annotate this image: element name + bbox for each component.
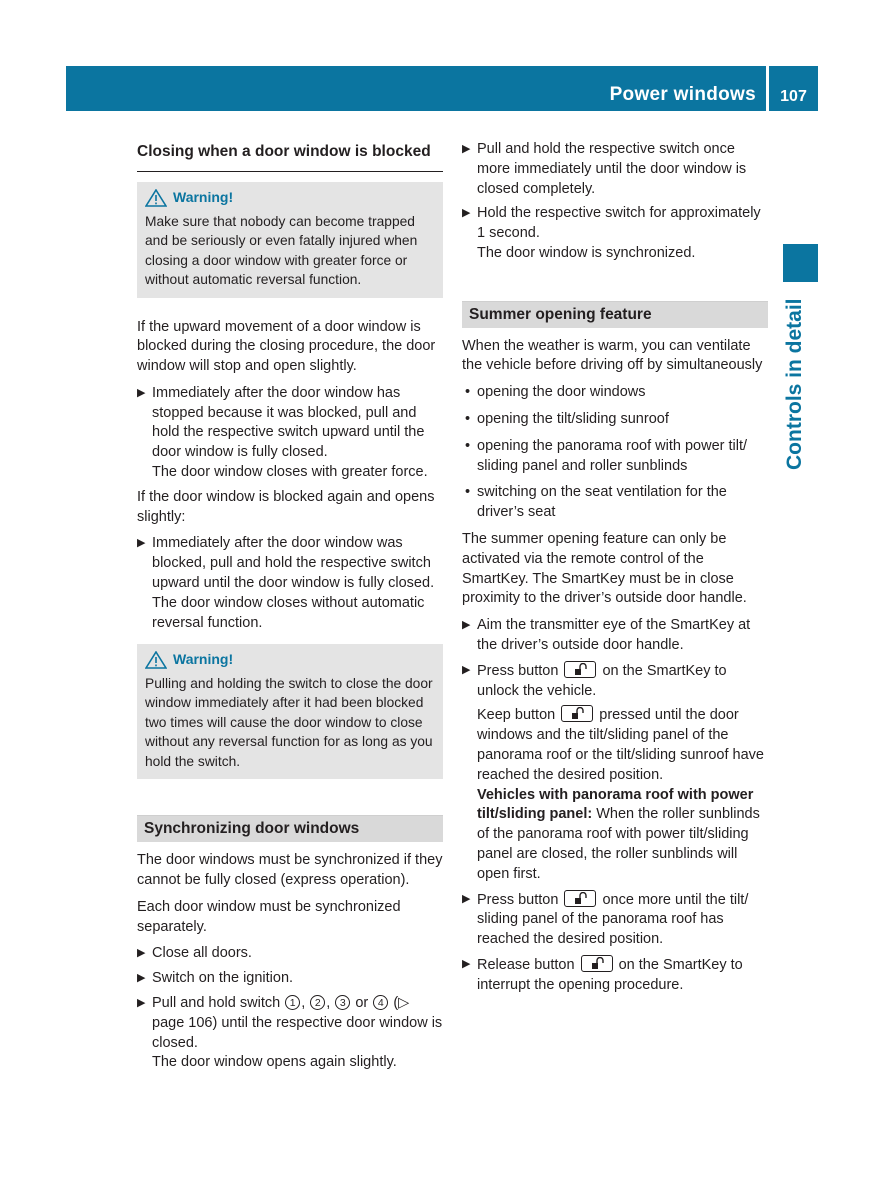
warning-box (137, 644, 443, 779)
step-text (477, 661, 768, 702)
switch-2-marker: 2 (310, 995, 325, 1010)
paragraph: If the door window is blocked again and opens slightly: (137, 488, 435, 525)
warning-title-text: Warning! (173, 651, 234, 668)
instruction-step (462, 890, 768, 950)
step-result: The door window is synchronized. (477, 244, 696, 261)
section-heading-summer: Summer opening feature (462, 301, 768, 328)
instruction-step (137, 384, 443, 483)
side-tab-marker (783, 244, 818, 282)
left-column (137, 140, 443, 1078)
step-arrow-icon: ▶ (137, 997, 146, 1010)
paragraph: When the weather is warm, you can ventilate the vehicle before driving off by simultaneously (462, 337, 763, 374)
right-column (462, 140, 768, 1000)
bullet-icon: • (465, 384, 471, 401)
warning-text: Pulling and holding the switch to close the door window immediately after it had been blocked two times will cause the door window to close without any reversal function for as long as you hold the switch. (145, 675, 433, 769)
bullet-icon: • (465, 410, 471, 427)
list-item (462, 383, 768, 403)
list-item-text: opening the door windows (477, 384, 646, 401)
section-heading-synchronizing: Synchronizing door windows (137, 815, 443, 842)
warning-title-text: Warning! (173, 189, 234, 205)
step-text-part: once more until the tilt/ sliding panel of the panorama roof has reached the desired position. (477, 891, 749, 948)
switch-3-marker: 3 (335, 995, 350, 1010)
step-text: Aim the transmitter eye of the SmartKey at the driver’s outside door handle. (477, 617, 751, 653)
warning-title (145, 188, 435, 208)
unlock-key-icon (564, 890, 596, 907)
step-arrow-icon: ▶ (137, 537, 146, 550)
step-result: The door window opens again slightly. (152, 1054, 397, 1071)
step-text: Pull and hold switch 1 , 2 , 3 or 4 (▷ page 106) until the respective door window is closed. (152, 995, 443, 1051)
list-item (462, 410, 768, 430)
list-item-text: opening the panorama roof with power tilt/ sliding panel and roller sunblinds (477, 437, 748, 474)
step-text-part: pressed until the door windows and the tilt/sliding panel of the panorama roof or the tilt/sliding sunroof have reached the desired position. (477, 707, 764, 783)
page-number (769, 66, 818, 111)
step-text (477, 955, 768, 996)
switch-4-marker: 4 (373, 995, 388, 1010)
step-result: The door window closes with greater force. (152, 464, 428, 481)
unlock-key-icon (564, 661, 596, 678)
step-text-part: or (355, 995, 369, 1012)
step-note (477, 786, 768, 885)
step-text-part: Press button (477, 891, 559, 908)
step-arrow-icon: ▶ (462, 663, 471, 676)
step-text: Immediately after the door window has stopped because it was blocked, pull and hold the respective switch upward until the door window is fully closed. (152, 384, 425, 461)
bullet-icon: • (465, 484, 471, 501)
warning-triangle-icon (145, 651, 167, 669)
page-title: Power windows (609, 84, 756, 105)
step-text: Switch on the ignition. (152, 970, 294, 987)
instruction-step (462, 955, 768, 996)
instruction-step (137, 969, 443, 989)
paragraph: If the upward movement of a door window is blocked during the closing procedure, the door window will stop and open slightly. (137, 318, 436, 375)
step-result: The door window closes without automatic reversal function. (152, 594, 425, 631)
list-item-text: switching on the seat ventilation for the driver’s seat (477, 484, 727, 521)
step-text: Close all doors. (152, 945, 252, 962)
step-arrow-icon: ▶ (137, 947, 146, 960)
instruction-step (462, 661, 768, 885)
section-heading-closing: Closing when a door window is blocked (137, 140, 443, 172)
step-text: Hold the respective switch for approximately 1 second. (477, 205, 761, 242)
paragraph: The door windows must be synchronized if they cannot be fully closed (express operation). (137, 852, 443, 889)
warning-text: Make sure that nobody can become trapped and be seriously or even fatally injured when closing a door window with greater force or without automatic reversal function. (145, 213, 418, 287)
paragraph: Each door window must be synchronized separately. (137, 898, 401, 935)
step-text-part: on the SmartKey to unlock the vehicle. (477, 662, 727, 699)
step-text (477, 890, 768, 950)
step-text-part: Keep button (477, 707, 556, 724)
instruction-step (462, 616, 768, 656)
bullet-icon: • (465, 437, 471, 454)
instruction-step (462, 140, 768, 199)
step-note-bold: Vehicles with panorama roof with power tilt/sliding panel: (477, 786, 754, 823)
step-text-part: Pull and hold switch (152, 995, 281, 1012)
step-note-text: When the roller sunblinds of the panorama roof with power tilt/sliding panel are closed, the roller sunblinds will open first. (477, 806, 760, 882)
switch-1-marker: 1 (285, 995, 300, 1010)
list-item (462, 437, 768, 477)
page-reference: (▷ page 106) until the respective door window is closed. (152, 995, 443, 1051)
step-text-part: Release button (477, 956, 575, 973)
step-arrow-icon: ▶ (462, 619, 471, 632)
page-number-text: 107 (780, 88, 807, 105)
step-text-part: Press button (477, 662, 559, 679)
step-arrow-icon: ▶ (137, 972, 146, 985)
step-text-part: on the SmartKey to interrupt the opening procedure. (477, 956, 743, 993)
step-arrow-icon: ▶ (137, 386, 146, 399)
unlock-key-icon (581, 955, 613, 972)
list-item-text: opening the tilt/sliding sunroof (477, 410, 669, 427)
instruction-step (137, 534, 443, 633)
warning-box (137, 182, 443, 298)
paragraph: The summer opening feature can only be activated via the remote control of the SmartKey. The SmartKey must be in close proximity to the driver’s outside door handle. (462, 530, 747, 607)
step-text: Pull and hold the respective switch once more immediately until the door window is closed completely. (477, 141, 747, 197)
warning-title (145, 650, 435, 670)
instruction-step (137, 944, 443, 964)
step-arrow-icon: ▶ (462, 957, 471, 970)
header-bar (66, 66, 766, 111)
warning-triangle-icon (145, 189, 167, 207)
step-arrow-icon: ▶ (462, 143, 471, 155)
step-text (477, 705, 768, 785)
step-arrow-icon: ▶ (462, 207, 471, 220)
unlock-key-icon (561, 705, 593, 722)
instruction-step (137, 994, 443, 1073)
instruction-step (462, 204, 768, 263)
list-item (462, 483, 768, 523)
side-tab-label: Controls in detail (783, 298, 806, 470)
step-text: Immediately after the door window was blocked, pull and hold the respective switch upward until the door window is fully closed. (152, 535, 435, 592)
step-arrow-icon: ▶ (462, 892, 471, 905)
